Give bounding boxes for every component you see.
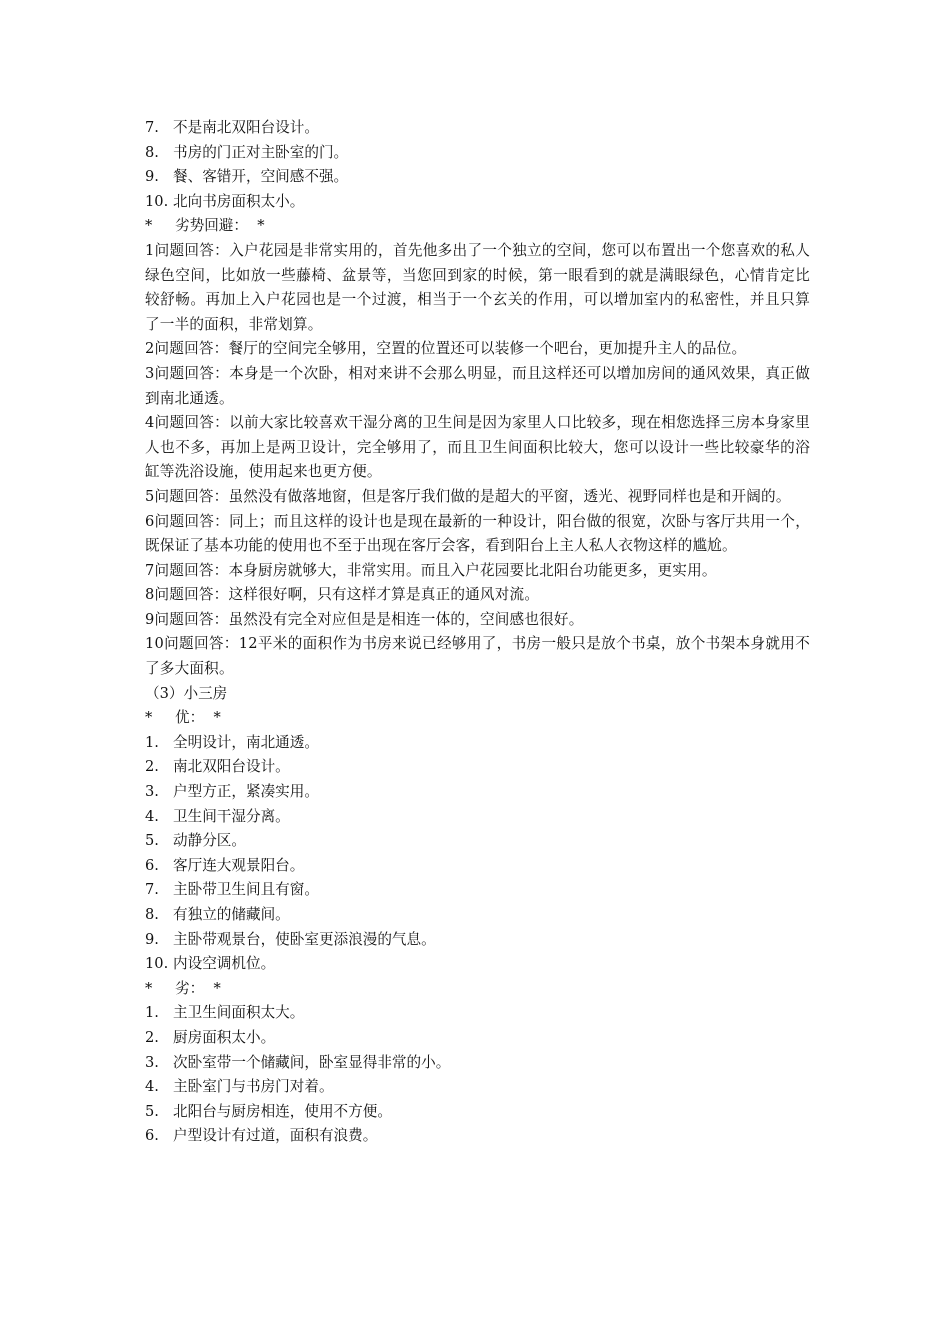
answer-paragraph: 6问题回答：同上；而且这样的设计也是现在最新的一种设计，阳台做的很宽，次卧与客厅共用一个，既保证了基本功能的使用也不至于出现在客厅会客，看到阳台上主人私人衣物这样的尴尬。 bbox=[145, 512, 810, 555]
list-item: 4. 卫生间干湿分离。 bbox=[145, 807, 290, 825]
list-item: 1. 全明设计，南北通透。 bbox=[145, 733, 319, 751]
list-item: 10. 北向书房面积太小。 bbox=[145, 192, 305, 210]
list-item: 5. 北阳台与厨房相连，使用不方便。 bbox=[145, 1102, 392, 1120]
list-item: 5. 动静分区。 bbox=[145, 832, 246, 850]
section-heading-pros: * 优： * bbox=[145, 709, 221, 727]
list-item: 9. 餐、客错开，空间感不强。 bbox=[145, 168, 349, 186]
section-title: （3）小三房 bbox=[145, 684, 228, 702]
answer-paragraph: 2问题回答：餐厅的空间完全够用，空置的位置还可以装修一个吧台，更加提升主人的品位。 bbox=[145, 340, 747, 358]
list-item: 4. 主卧室门与书房门对着。 bbox=[145, 1078, 334, 1096]
answer-paragraph: 9问题回答：虽然没有完全对应但是是相连一体的，空间感也很好。 bbox=[145, 610, 584, 628]
list-item: 8. 书房的门正对主卧室的门。 bbox=[145, 143, 349, 161]
list-item: 10. 内设空调机位。 bbox=[145, 955, 276, 973]
answer-paragraph: 1问题回答：入户花园是非常实用的，首先他多出了一个独立的空间，您可以布置出一个您喜欢的私人绿色空间，比如放一些藤椅、盆景等，当您回到家的时候，第一眼看到的就是满眼绿色，心情肯定比较舒畅。再加上入户花园也是一个过渡，相当于一个玄关的作用，可以增加室内的私密性，并且只算了一半的面积，非常划算。 bbox=[145, 241, 810, 333]
list-item: 6. 客厅连大观景阳台。 bbox=[145, 856, 305, 874]
list-item: 7. 主卧带卫生间且有窗。 bbox=[145, 881, 319, 899]
list-item: 2. 南北双阳台设计。 bbox=[145, 758, 290, 776]
section-heading-cons: * 劣： * bbox=[145, 979, 221, 997]
list-item: 2. 厨房面积太小。 bbox=[145, 1028, 276, 1046]
answer-paragraph: 3问题回答：本身是一个次卧，相对来讲不会那么明显，而且这样还可以增加房间的通风效果，真正做到南北通透。 bbox=[145, 364, 810, 407]
section-heading-avoid: * 劣势回避： * bbox=[145, 217, 265, 235]
answer-paragraph: 10问题回答：12平米的面积作为书房来说已经够用了，书房一般只是放个书桌，放个书架本身就用不了多大面积。 bbox=[145, 635, 810, 678]
document-page bbox=[145, 116, 810, 1149]
list-item: 9. 主卧带观景台，使卧室更添浪漫的气息。 bbox=[145, 930, 436, 948]
list-item: 3. 户型方正，紧凑实用。 bbox=[145, 783, 319, 801]
list-item: 3. 次卧室带一个储藏间，卧室显得非常的小。 bbox=[145, 1053, 451, 1071]
list-item: 6. 户型设计有过道，面积有浪费。 bbox=[145, 1127, 378, 1145]
list-item: 1. 主卫生间面积太大。 bbox=[145, 1004, 305, 1022]
answer-paragraph: 4问题回答：以前大家比较喜欢干湿分离的卫生间是因为家里人口比较多，现在相您选择三房本身家里人也不多，再加上是两卫设计，完全够用了，而且卫生间面积比较大，您可以设计一些比较豪华的浴缸等洗浴设施，使用起来也更方便。 bbox=[145, 414, 810, 481]
answer-paragraph: 8问题回答：这样很好啊，只有这样才算是真正的通风对流。 bbox=[145, 586, 540, 604]
answer-paragraph: 7问题回答：本身厨房就够大，非常实用。而且入户花园要比北阳台功能更多，更实用。 bbox=[145, 561, 717, 579]
answer-paragraph: 5问题回答：虽然没有做落地窗，但是客厅我们做的是超大的平窗，透光、视野同样也是和开阔的。 bbox=[145, 487, 791, 505]
list-item: 8. 有独立的储藏间。 bbox=[145, 906, 290, 923]
list-item: 7. 不是南北双阳台设计。 bbox=[145, 119, 319, 136]
